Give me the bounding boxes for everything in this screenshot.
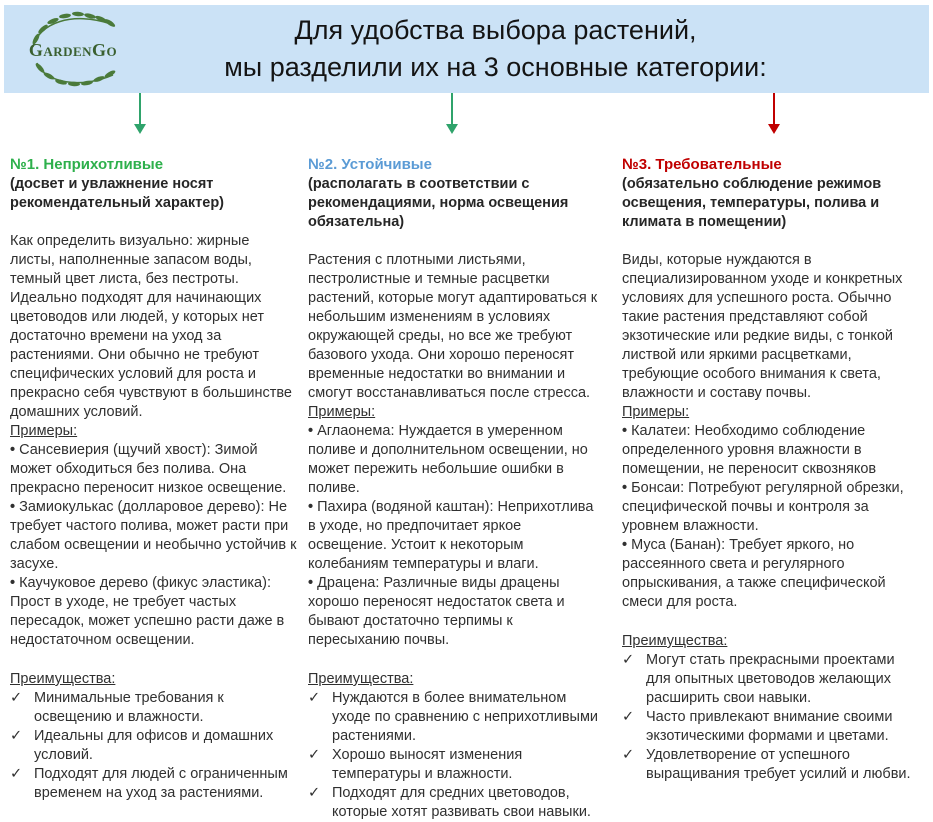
category1-description: Как определить визуально: жирные листы, наполненные запасом воды, темный цвет листа, без пестроты. Идеально подходят для начинающих цветоводов или людей, у которых нет достаточно времени на уход за растениями. Они обычно не требуют специфических условий для роста и прекрасно себя чувствуют в большинстве домашних условий. bbox=[10, 233, 292, 420]
category3-examples-label: Примеры: bbox=[622, 404, 690, 420]
arrow-stem bbox=[773, 93, 775, 125]
advantage-item: ✓ Удовлетворение от успешного выращивания требует усилий и любви. bbox=[622, 747, 911, 782]
advantage-item: ✓ Подходят для средних цветоводов, которые хотят развивать свои навыки. bbox=[308, 785, 591, 820]
arrow-down-category1-icon bbox=[134, 93, 146, 134]
arrow-stem bbox=[139, 93, 141, 125]
category1-title: №1. Неприхотливые bbox=[10, 156, 164, 173]
checkmark-icon: ✓ bbox=[10, 766, 23, 782]
advantage-item: ✓ Часто привлекают внимание своими экзотическими формами и цветами. bbox=[622, 709, 893, 744]
example-item: • Каучуковое дерево (фикус эластика): Прост в уходе, не требует частых пересадок, может успешно расти даже в недостаточном освещении. bbox=[10, 575, 285, 648]
example-item: • Аглаонема: Нуждается в умеренном поливе и дополнительном освещении, но может пережить небольшие ошибки в поливе. bbox=[308, 423, 588, 496]
arrow-down-category3-icon bbox=[768, 93, 780, 134]
advantage-item: ✓ Хорошо выносят изменения температуры и влажности. bbox=[308, 747, 523, 782]
bullet-marker: • bbox=[308, 499, 314, 515]
checkmark-icon: ✓ bbox=[622, 709, 635, 725]
brand-name: GardenGo bbox=[28, 40, 118, 60]
category3-description: Виды, которые нуждаются в специализированном уходе и конкретных условиях для успешного роста. Обычно такие растения представляют собой экзотические или редкие виды, с тонкой листвой или яркими расцветками, требующие особого внимания к света, влажности и составу почвы. bbox=[622, 252, 903, 401]
checkmark-icon: ✓ bbox=[622, 652, 635, 668]
category2-description: Растения с плотными листьями, пестролистные и темные расцветки растений, которые могут адаптироваться к небольшим изменениям в условиях окружающей среды, но все же требуют базового ухода. Они хорошо переносят временные недостатки во внимании и смогут восстанавливаться после стресса. bbox=[308, 252, 598, 401]
category-column-1 bbox=[10, 155, 298, 803]
example-item: • Пахира (водяной каштан): Неприхотлива в уходе, но предпочитает яркое освещение. Устоит к некоторым колебаниям температуры и влаги. bbox=[308, 499, 594, 572]
category2-title: №2. Устойчивые bbox=[308, 156, 432, 173]
advantage-item: ✓ Идеальны для офисов и домашних условий. bbox=[10, 728, 274, 763]
category1-subtitle: (досвет и увлажнение носят рекомендательный характер) bbox=[10, 176, 225, 211]
checkmark-icon: ✓ bbox=[308, 785, 321, 801]
checkmark-icon: ✓ bbox=[308, 690, 321, 706]
arrow-head bbox=[768, 124, 780, 134]
bullet-marker: • bbox=[10, 575, 16, 591]
checkmark-icon: ✓ bbox=[10, 728, 23, 744]
page-title-line2: мы разделили их на 3 основные категории: bbox=[224, 52, 767, 82]
example-item: • Калатеи: Необходимо соблюдение определенного уровня влажности в помещении, не переносит сквозняков bbox=[622, 423, 877, 477]
bullet-marker: • bbox=[308, 423, 314, 439]
bullet-marker: • bbox=[622, 537, 628, 553]
bullet-marker: • bbox=[10, 499, 16, 515]
category-column-2 bbox=[308, 155, 602, 822]
category1-advantages-label: Преимущества: bbox=[10, 671, 116, 687]
advantage-item: ✓ Минимальные требования к освещению и влажности. bbox=[10, 690, 224, 725]
bullet-marker: • bbox=[622, 480, 628, 496]
example-item: • Драцена: Различные виды драцены хорошо переносят недостаток света и бывают достаточно терпимы к пересыханию почвы. bbox=[308, 575, 565, 648]
example-item: • Муса (Банан): Требует яркого, но рассеянного света и регулярного опрыскивания, а также специфической смеси для роста. bbox=[622, 537, 886, 610]
category2-subtitle: (располагать в соответствии с рекомендациями, норма освещения обязательна) bbox=[308, 176, 569, 230]
checkmark-icon: ✓ bbox=[622, 747, 635, 763]
category-column-3 bbox=[622, 155, 918, 784]
example-item: • Бонсаи: Потребуют регулярной обрезки, специфической почвы и контроля за уровнем влажности. bbox=[622, 480, 904, 534]
checkmark-icon: ✓ bbox=[308, 747, 321, 763]
arrow-down-category2-icon bbox=[446, 93, 458, 134]
checkmark-icon: ✓ bbox=[10, 690, 23, 706]
arrow-stem bbox=[451, 93, 453, 125]
advantage-item: ✓ Нуждаются в более внимательном уходе по сравнению с неприхотливыми растениями. bbox=[308, 690, 599, 744]
bullet-marker: • bbox=[308, 575, 314, 591]
bullet-marker: • bbox=[10, 442, 16, 458]
category2-examples-label: Примеры: bbox=[308, 404, 376, 420]
arrow-head bbox=[446, 124, 458, 134]
advantage-item: ✓ Могут стать прекрасными проектами для опытных цветоводов желающих расширить свои навыки. bbox=[622, 652, 895, 706]
page-title-line1: Для удобства выбора растений, bbox=[294, 15, 697, 45]
category3-subtitle: (обязательно соблюдение режимов освещения, температуры, полива и климата в помещении) bbox=[622, 176, 882, 230]
bullet-marker: • bbox=[622, 423, 628, 439]
page-header bbox=[4, 5, 929, 93]
category3-title: №3. Требовательные bbox=[622, 156, 782, 173]
example-item: • Сансевиерия (щучий хвост): Зимой может обходиться без полива. Она прекрасно переносит низкое освещение. bbox=[10, 442, 287, 496]
category2-advantages-label: Преимущества: bbox=[308, 671, 414, 687]
arrow-head bbox=[134, 124, 146, 134]
category3-advantages-label: Преимущества: bbox=[622, 633, 728, 649]
advantage-item: ✓ Подходят для людей с ограниченным временем на уход за растениями. bbox=[10, 766, 288, 801]
category1-examples-label: Примеры: bbox=[10, 423, 78, 439]
page-title bbox=[4, 12, 929, 86]
example-item: • Замиокулькас (долларовое дерево): Не требует частого полива, может расти при слабом освещении и необычно устойчив к засухе. bbox=[10, 499, 297, 572]
